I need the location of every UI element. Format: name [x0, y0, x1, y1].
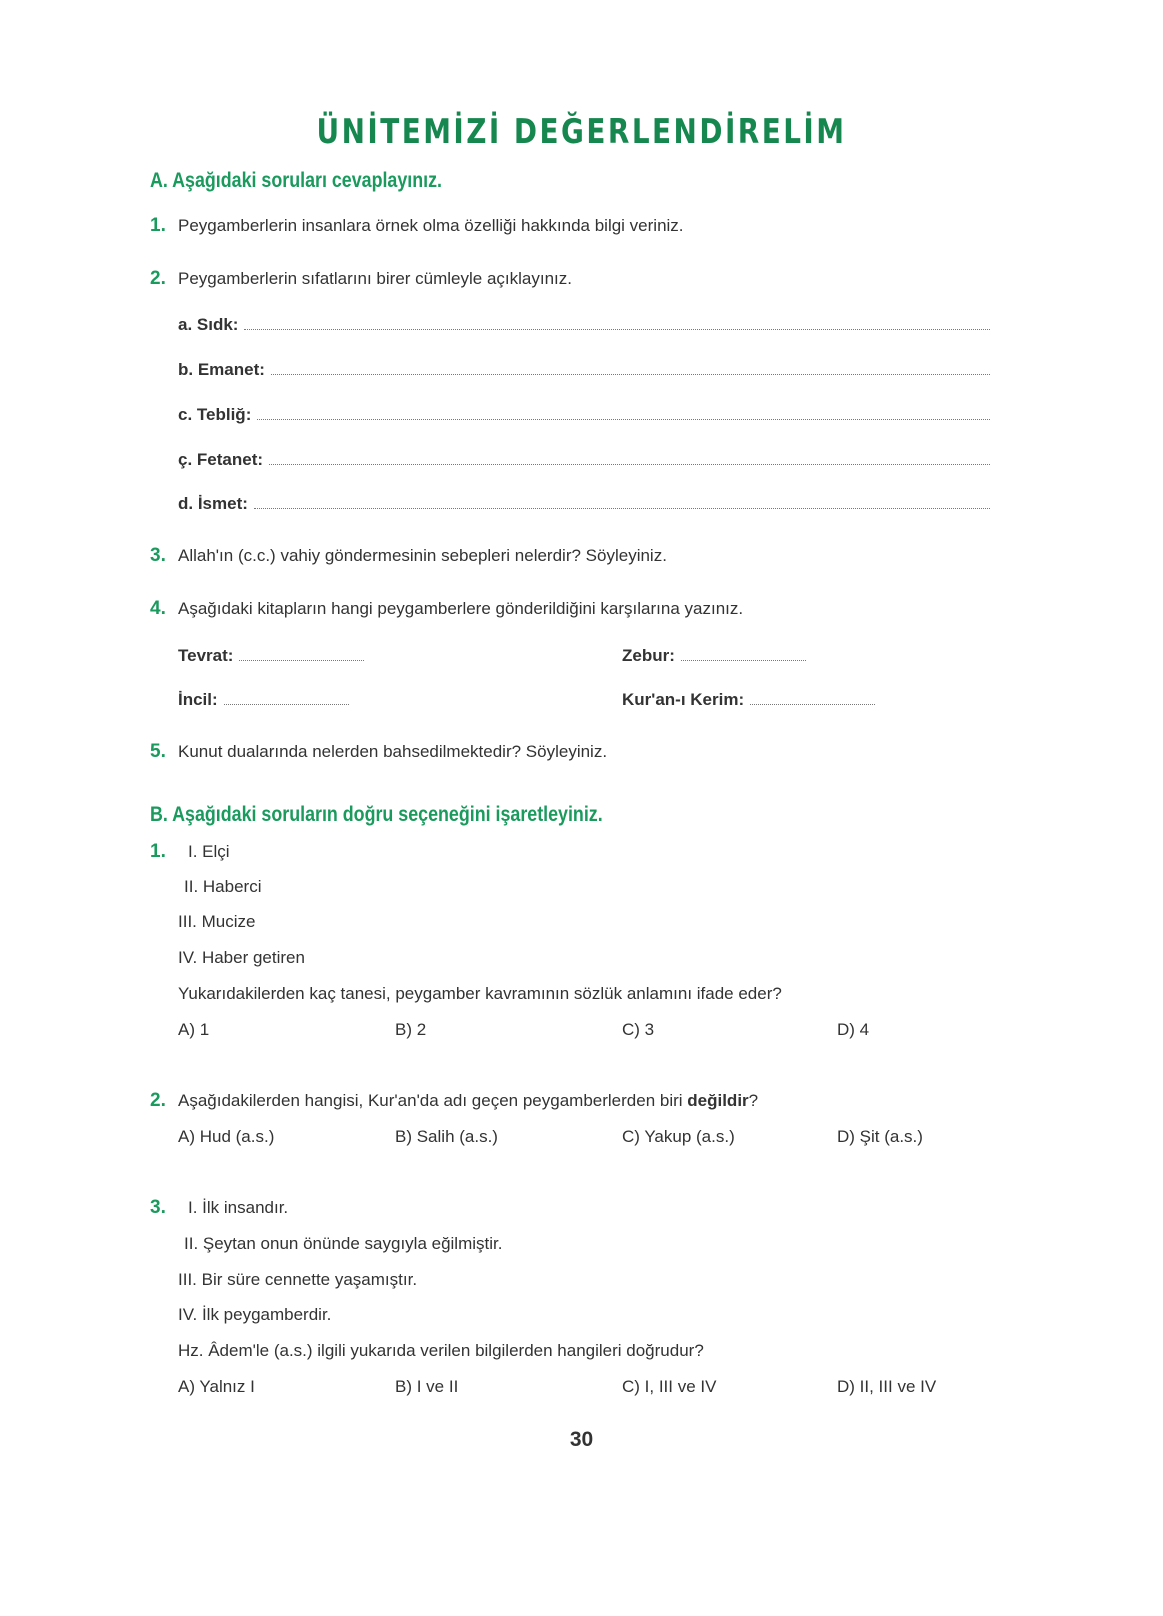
premise: IV. İlk peygamberdir.: [178, 1305, 332, 1324]
question-number: 5.: [150, 741, 166, 762]
premise: I. Elçi: [188, 842, 230, 861]
dotted-line: [239, 644, 364, 661]
answer-line-fetanet[interactable]: [178, 448, 990, 471]
item-label: b. Emanet:: [178, 360, 265, 379]
question-number: 1.: [150, 215, 166, 236]
option-b[interactable]: B) Salih (a.s.): [395, 1127, 498, 1146]
question-number: 3.: [150, 545, 166, 566]
question-number: 1.: [150, 841, 166, 862]
book-label: Tevrat:: [178, 646, 234, 665]
option-c[interactable]: C) 3: [622, 1020, 655, 1039]
item-label: c. Tebliğ:: [178, 405, 252, 424]
premise: III. Bir süre cennette yaşamıştır.: [178, 1270, 418, 1289]
text-part: Aşağıdakilerden hangisi, Kur'an'da adı geçen peygamberlerden biri: [178, 1091, 688, 1110]
dotted-line: [271, 358, 990, 375]
question-number: 2.: [150, 268, 166, 289]
question-text: Hz. Âdem'le (a.s.) ilgili yukarıda verilen bilgilerden hangileri doğrudur?: [178, 1341, 704, 1360]
question-text: Allah'ın (c.c.) vahiy göndermesinin sebepleri nelerdir? Söyleyiniz.: [178, 546, 667, 565]
question-number: 4.: [150, 598, 166, 619]
text-part: ?: [748, 1091, 759, 1110]
option-b[interactable]: B) 2: [395, 1020, 427, 1039]
option-d[interactable]: D) Şit (a.s.): [837, 1127, 923, 1146]
question-text: Kunut dualarında nelerden bahsedilmektedir? Söyleyiniz.: [178, 742, 608, 761]
option-c[interactable]: C) Yakup (a.s.): [622, 1127, 735, 1146]
book-label: Zebur:: [622, 646, 675, 665]
answer-line-emanet[interactable]: [178, 358, 990, 381]
answer-line-sidk[interactable]: [178, 313, 990, 336]
question-text: Yukarıdakilerden kaç tanesi, peygamber kavramının sözlük anlamını ifade eder?: [178, 984, 782, 1003]
book-incil[interactable]: [178, 688, 349, 711]
option-a[interactable]: A) Hud (a.s.): [178, 1127, 275, 1146]
question-text: Peygamberlerin insanlara örnek olma özelliği hakkında bilgi veriniz.: [178, 216, 684, 235]
premise: I. İlk insandır.: [188, 1198, 289, 1217]
option-b[interactable]: B) I ve II: [395, 1377, 459, 1396]
book-label: İncil:: [178, 690, 218, 709]
dotted-line: [254, 492, 990, 509]
page-number: 30: [569, 1428, 594, 1451]
section-a-heading: A. Aşağıdaki soruları cevaplayınız.: [150, 169, 443, 192]
page-title: ÜNİTEMİZİ DEĞERLENDİRELİM: [316, 112, 847, 152]
item-label: a. Sıdk:: [178, 315, 239, 334]
dotted-line: [750, 688, 875, 705]
book-kuran[interactable]: [622, 688, 875, 711]
book-zebur[interactable]: [622, 644, 806, 667]
book-label: Kur'an-ı Kerim:: [622, 690, 745, 709]
dotted-line: [224, 688, 349, 705]
option-c[interactable]: C) I, III ve IV: [622, 1377, 717, 1396]
dotted-line: [244, 313, 990, 330]
book-tevrat[interactable]: [178, 644, 364, 667]
answer-line-ismet[interactable]: [178, 492, 990, 515]
premise: II. Haberci: [184, 877, 262, 896]
premise: II. Şeytan onun önünde saygıyla eğilmiştir.: [184, 1234, 503, 1253]
section-b-heading: B. Aşağıdaki soruların doğru seçeneğini işaretleyiniz.: [150, 803, 603, 826]
option-d[interactable]: D) 4: [837, 1020, 870, 1039]
option-a[interactable]: A) 1: [178, 1020, 210, 1039]
item-label: d. İsmet:: [178, 494, 248, 513]
question-number: 2.: [150, 1090, 166, 1111]
question-text: Aşağıdaki kitapların hangi peygamberlere gönderildiğini karşılarına yazınız.: [178, 599, 744, 618]
emphasis: değildir: [687, 1091, 749, 1110]
answer-line-teblig[interactable]: [178, 403, 990, 426]
premise: III. Mucize: [178, 912, 256, 931]
dotted-line: [257, 403, 990, 420]
option-a[interactable]: A) Yalnız I: [178, 1377, 255, 1396]
question-number: 3.: [150, 1197, 166, 1218]
premise: IV. Haber getiren: [178, 948, 305, 967]
option-d[interactable]: D) II, III ve IV: [837, 1377, 937, 1396]
question-text: [178, 1090, 758, 1112]
item-label: ç. Fetanet:: [178, 450, 264, 469]
question-text: Peygamberlerin sıfatlarını birer cümleyle açıklayınız.: [178, 269, 572, 288]
dotted-line: [269, 448, 990, 465]
dotted-line: [681, 644, 806, 661]
